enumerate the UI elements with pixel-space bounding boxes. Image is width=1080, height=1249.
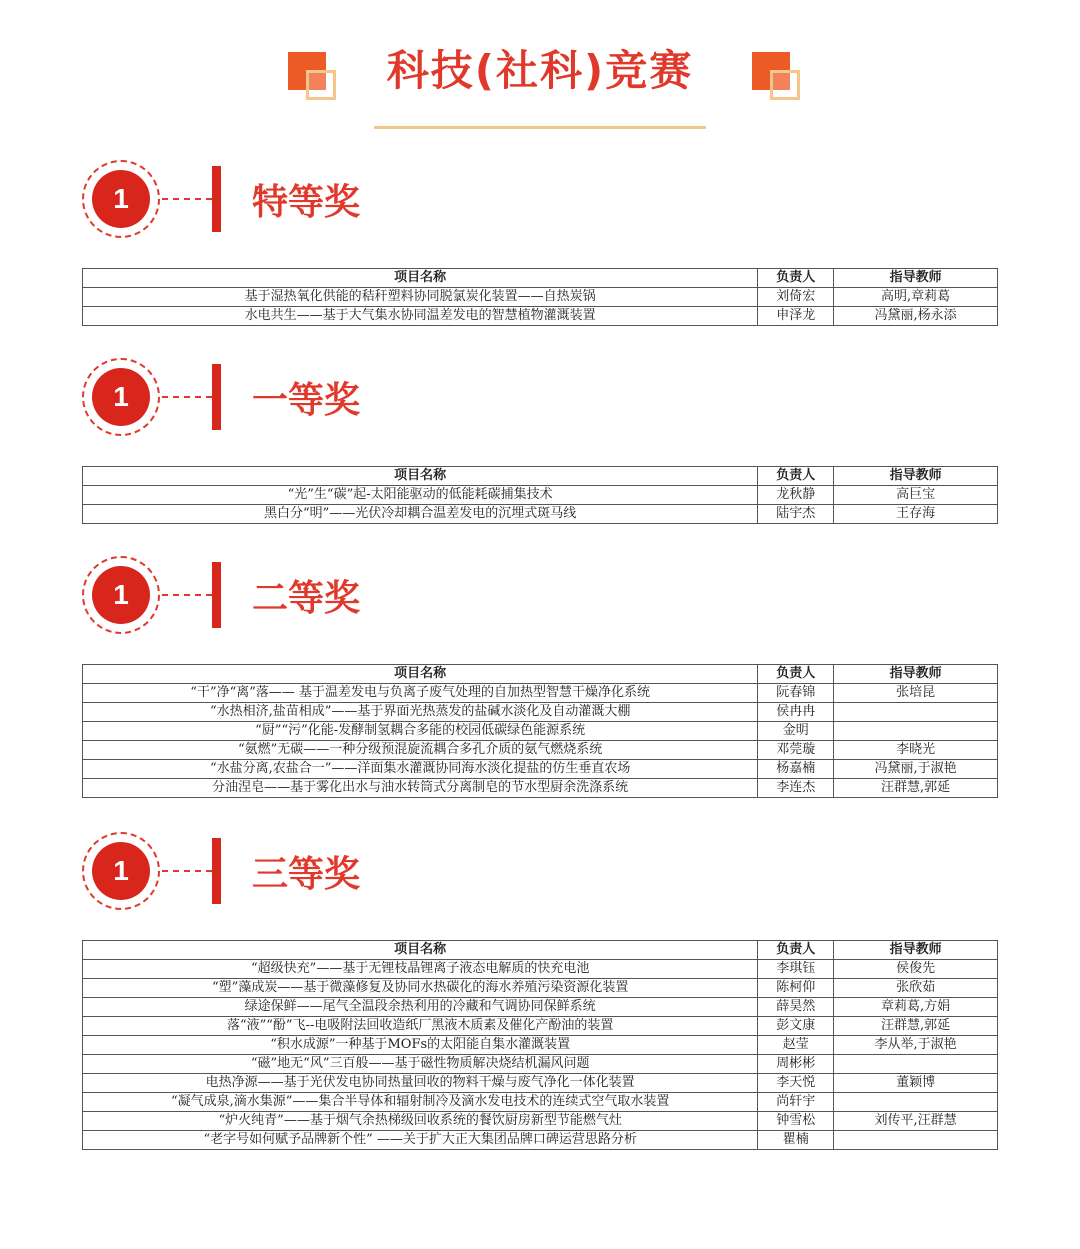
prize-marker-bar xyxy=(212,562,221,628)
project-name-cell: “氨燃”无碳——一种分级预混旋流耦合多孔介质的氨气燃烧系统 xyxy=(83,741,758,760)
rank-badge-number: 1 xyxy=(92,842,150,900)
prize-marker-bar xyxy=(212,838,221,904)
table-header-row xyxy=(83,269,998,288)
advisor-cell: 董颖博 xyxy=(834,1074,998,1093)
table-row xyxy=(83,998,998,1017)
leader-cell: 杨嘉楠 xyxy=(758,760,834,779)
column-header-project: 项目名称 xyxy=(83,665,758,684)
prize-title: 特等奖 xyxy=(252,182,361,223)
badge-connector xyxy=(162,198,212,200)
award-table xyxy=(82,940,998,1150)
project-name-cell: “光”生“碳”起-太阳能驱动的低能耗碳捕集技术 xyxy=(83,486,758,505)
leader-cell: 陆宇杰 xyxy=(758,505,834,524)
advisor-cell: 刘传平,汪群慧 xyxy=(834,1112,998,1131)
project-name-cell: “塑”藻成炭——基于微藻修复及协同水热碳化的海水养殖污染资源化装置 xyxy=(83,979,758,998)
leader-cell: 刘倚宏 xyxy=(758,288,834,307)
table-row xyxy=(83,760,998,779)
project-name-cell: 绿途保鲜——尾气全温段余热利用的冷藏和气调协同保鲜系统 xyxy=(83,998,758,1017)
leader-cell: 李连杰 xyxy=(758,779,834,798)
table-row xyxy=(83,486,998,505)
leader-cell: 李琪钰 xyxy=(758,960,834,979)
project-name-cell: “厨”“污”化能-发酵制氢耦合多能的校园低碳绿色能源系统 xyxy=(83,722,758,741)
project-name-cell: 水电共生——基于大气集水协同温差发电的智慧植物灌溉装置 xyxy=(83,307,758,326)
table-row xyxy=(83,288,998,307)
page-header xyxy=(0,0,1080,140)
advisor-cell: 李从举,于淑艳 xyxy=(834,1036,998,1055)
column-header-advisor: 指导教师 xyxy=(834,269,998,288)
leader-cell: 陈柯仰 xyxy=(758,979,834,998)
project-name-cell: “干”净“离”落—— 基于温差发电与负离子废气处理的自加热型智慧干燥净化系统 xyxy=(83,684,758,703)
advisor-cell: 侯俊先 xyxy=(834,960,998,979)
column-header-project: 项目名称 xyxy=(83,269,758,288)
table-row xyxy=(83,1093,998,1112)
advisor-cell xyxy=(834,1055,998,1074)
column-header-advisor: 指导教师 xyxy=(834,941,998,960)
rank-badge xyxy=(82,358,160,436)
column-header-leader: 负责人 xyxy=(758,941,834,960)
award-table xyxy=(82,466,998,524)
project-name-cell: “水热相济,盐苗相成”——基于界面光热蒸发的盐碱水淡化及自动灌溉大棚 xyxy=(83,703,758,722)
advisor-cell: 张培昆 xyxy=(834,684,998,703)
rank-badge-number: 1 xyxy=(92,368,150,426)
leader-cell: 阮春锦 xyxy=(758,684,834,703)
advisor-cell xyxy=(834,722,998,741)
column-header-leader: 负责人 xyxy=(758,269,834,288)
column-header-advisor: 指导教师 xyxy=(834,467,998,486)
table-row xyxy=(83,979,998,998)
rank-badge xyxy=(82,832,160,910)
leader-cell: 邓莞璇 xyxy=(758,741,834,760)
prize-title: 一等奖 xyxy=(252,380,361,421)
table-row xyxy=(83,1055,998,1074)
leader-cell: 侯冉冉 xyxy=(758,703,834,722)
prize-title: 三等奖 xyxy=(252,854,361,895)
advisor-cell: 高巨宝 xyxy=(834,486,998,505)
prize-marker-bar xyxy=(212,166,221,232)
advisor-cell: 张欣茹 xyxy=(834,979,998,998)
advisor-cell: 章莉葛,方娟 xyxy=(834,998,998,1017)
project-name-cell: “磁”地无“风”三百般——基于磁性物质解决烧结机漏风问题 xyxy=(83,1055,758,1074)
advisor-cell: 冯黛丽,杨永添 xyxy=(834,307,998,326)
award-table xyxy=(82,664,998,798)
table-row xyxy=(83,722,998,741)
leader-cell: 申泽龙 xyxy=(758,307,834,326)
leader-cell: 钟雪松 xyxy=(758,1112,834,1131)
column-header-leader: 负责人 xyxy=(758,467,834,486)
column-header-project: 项目名称 xyxy=(83,941,758,960)
table-row xyxy=(83,779,998,798)
advisor-cell: 冯黛丽,于淑艳 xyxy=(834,760,998,779)
table-row xyxy=(83,684,998,703)
project-name-cell: 基于湿热氧化供能的秸秆塑料协同脱氯炭化装置——自热炭锅 xyxy=(83,288,758,307)
column-header-advisor: 指导教师 xyxy=(834,665,998,684)
column-header-project: 项目名称 xyxy=(83,467,758,486)
project-name-cell: “积水成源”一种基于MOFs的太阳能自集水灌溉装置 xyxy=(83,1036,758,1055)
table-row xyxy=(83,741,998,760)
prize-title: 二等奖 xyxy=(252,578,361,619)
table-row xyxy=(83,307,998,326)
leader-cell: 尚轩宇 xyxy=(758,1093,834,1112)
table-row xyxy=(83,1017,998,1036)
leader-cell: 金明 xyxy=(758,722,834,741)
leader-cell: 彭文康 xyxy=(758,1017,834,1036)
title-underline xyxy=(374,126,706,129)
table-row xyxy=(83,1074,998,1093)
advisor-cell xyxy=(834,1131,998,1150)
table-row xyxy=(83,960,998,979)
table-row xyxy=(83,1131,998,1150)
badge-connector xyxy=(162,396,212,398)
leader-cell: 瞿楠 xyxy=(758,1131,834,1150)
advisor-cell: 李晓光 xyxy=(834,741,998,760)
advisor-cell: 汪群慧,郭延 xyxy=(834,1017,998,1036)
rank-badge xyxy=(82,556,160,634)
leader-cell: 周彬彬 xyxy=(758,1055,834,1074)
rank-badge-number: 1 xyxy=(92,170,150,228)
table-row xyxy=(83,1036,998,1055)
project-name-cell: 分油涅皂——基于雾化出水与油水转筒式分离制皂的节水型厨余洗涤系统 xyxy=(83,779,758,798)
advisor-cell: 汪群慧,郭延 xyxy=(834,779,998,798)
table-header-row xyxy=(83,665,998,684)
advisor-cell: 王存海 xyxy=(834,505,998,524)
project-name-cell: “炉火纯青”——基于烟气余热梯级回收系统的餐饮厨房新型节能燃气灶 xyxy=(83,1112,758,1131)
table-row xyxy=(83,1112,998,1131)
rank-badge-number: 1 xyxy=(92,566,150,624)
award-table xyxy=(82,268,998,326)
rank-badge xyxy=(82,160,160,238)
project-name-cell: “水盐分离,农盐合一”——洋面集水灌溉协同海水淡化提盐的仿生垂直农场 xyxy=(83,760,758,779)
project-name-cell: 电热净源——基于光伏发电协同热量回收的物料干燥与废气净化一体化装置 xyxy=(83,1074,758,1093)
leader-cell: 李天悦 xyxy=(758,1074,834,1093)
table-header-row xyxy=(83,941,998,960)
decor-squares-right xyxy=(752,52,800,100)
table-row xyxy=(83,703,998,722)
project-name-cell: 黑白分“明”——光伏冷却耦合温差发电的沉埋式斑马线 xyxy=(83,505,758,524)
advisor-cell: 高明,章莉葛 xyxy=(834,288,998,307)
leader-cell: 赵莹 xyxy=(758,1036,834,1055)
project-name-cell: 落“液”“酚”飞--电吸附法回收造纸厂黑液木质素及催化产酚油的装置 xyxy=(83,1017,758,1036)
advisor-cell xyxy=(834,1093,998,1112)
table-row xyxy=(83,505,998,524)
project-name-cell: “超级快充”——基于无锂枝晶锂离子液态电解质的快充电池 xyxy=(83,960,758,979)
leader-cell: 薛昊然 xyxy=(758,998,834,1017)
prize-marker-bar xyxy=(212,364,221,430)
project-name-cell: “凝气成泉,滴水集源”——集合半导体和辐射制冷及滴水发电技术的连续式空气取水装置 xyxy=(83,1093,758,1112)
badge-connector xyxy=(162,870,212,872)
leader-cell: 龙秋静 xyxy=(758,486,834,505)
project-name-cell: “老字号如何赋予品牌新个性” ——关于扩大正大集团品牌口碑运营思路分析 xyxy=(83,1131,758,1150)
badge-connector xyxy=(162,594,212,596)
advisor-cell xyxy=(834,703,998,722)
table-header-row xyxy=(83,467,998,486)
column-header-leader: 负责人 xyxy=(758,665,834,684)
page-title: 科技(社科)竞赛 xyxy=(386,46,694,95)
